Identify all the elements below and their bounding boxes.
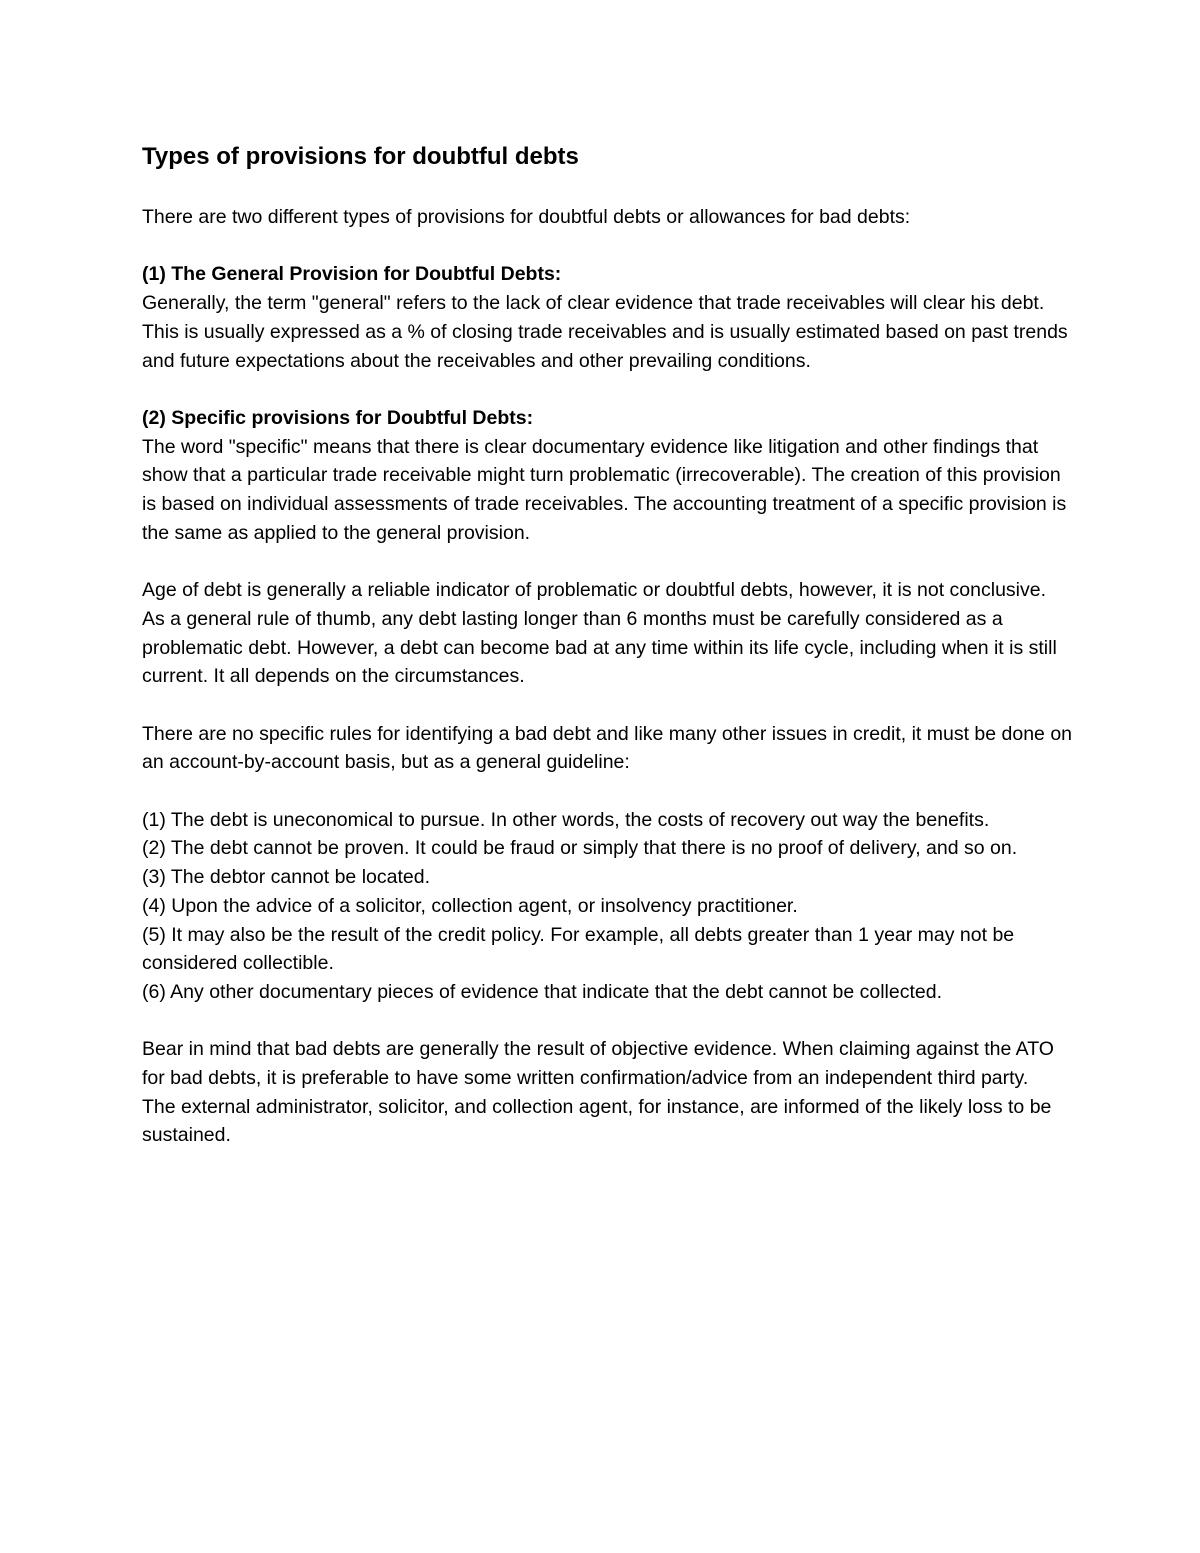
spacer xyxy=(142,777,1072,806)
age-of-debt-paragraph: Age of debt is generally a reliable indicator of problematic or doubtful debts, however, it is not conclusive. As a general rule of thumb, any debt lasting longer than 6 months must be carefully considered as a problematic debt. However, a debt can become bad at any time within its life cycle, including when it is still current. It all depends on the circumstances. xyxy=(142,579,1057,688)
closing-paragraph: Bear in mind that bad debts are generally the result of objective evidence. When claiming against the ATO for bad debts, it is preferable to have some written confirmation/advice from an independent third party. xyxy=(142,1038,1054,1089)
spacer xyxy=(142,232,1072,261)
document-page xyxy=(142,140,1072,1150)
document-title: Types of provisions for doubtful debts xyxy=(142,143,579,170)
specific-provision-body: The word "specific" means that there is clear documentary evidence like litigation and other findings that show that a particular trade receivable might turn problematic (irrecoverable). The creation of this provision is based on individual assessments of trade receivables. The accounting treatment of a specific provision is the same as applied to the general provision. xyxy=(142,435,1067,544)
rules-paragraph: There are no specific rules for identifying a bad debt and like many other issues in credit, it must be done on an account-by-account basis, but as a general guideline: xyxy=(142,722,1073,774)
guideline-item: (6) Any other documentary pieces of evidence that indicate that the debt cannot be collected. xyxy=(142,980,943,1003)
guideline-item: (4) Upon the advice of a solicitor, collection agent, or insolvency practitioner. xyxy=(142,894,798,917)
general-provision-heading: (1) The General Provision for Doubtful Debts: xyxy=(142,263,562,286)
general-provision-body: Generally, the term "general" refers to the lack of clear evidence that trade receivables will clear his debt. This is usually expressed as a % of closing trade receivables and is usually estimated based on past trends and future expectations about the receivables and other prevailing conditions. xyxy=(142,292,1068,372)
guideline-item: (3) The debtor cannot be located. xyxy=(142,866,430,889)
spacer xyxy=(142,174,1072,203)
guideline-item: (5) It may also be the result of the credit policy. For example, all debts greater than 1 year may not be considered collectible. xyxy=(142,923,1015,975)
spacer xyxy=(142,691,1072,720)
spacer xyxy=(142,1007,1072,1036)
spacer xyxy=(142,375,1072,404)
spacer xyxy=(142,547,1072,576)
guideline-item: (2) The debt cannot be proven. It could be fraud or simply that there is no proof of delivery, and so on. xyxy=(142,837,1018,860)
specific-provision-heading: (2) Specific provisions for Doubtful Debts: xyxy=(142,406,534,429)
guideline-list xyxy=(142,806,1072,1007)
intro-paragraph: There are two different types of provisions for doubtful debts or allowances for bad debts: xyxy=(142,206,911,228)
closing-paragraph: The external administrator, solicitor, and collection agent, for instance, are informed of the likely loss to be sustained. xyxy=(142,1095,1052,1147)
guideline-item: (1) The debt is uneconomical to pursue. In other words, the costs of recovery out way the benefits. xyxy=(142,808,990,831)
